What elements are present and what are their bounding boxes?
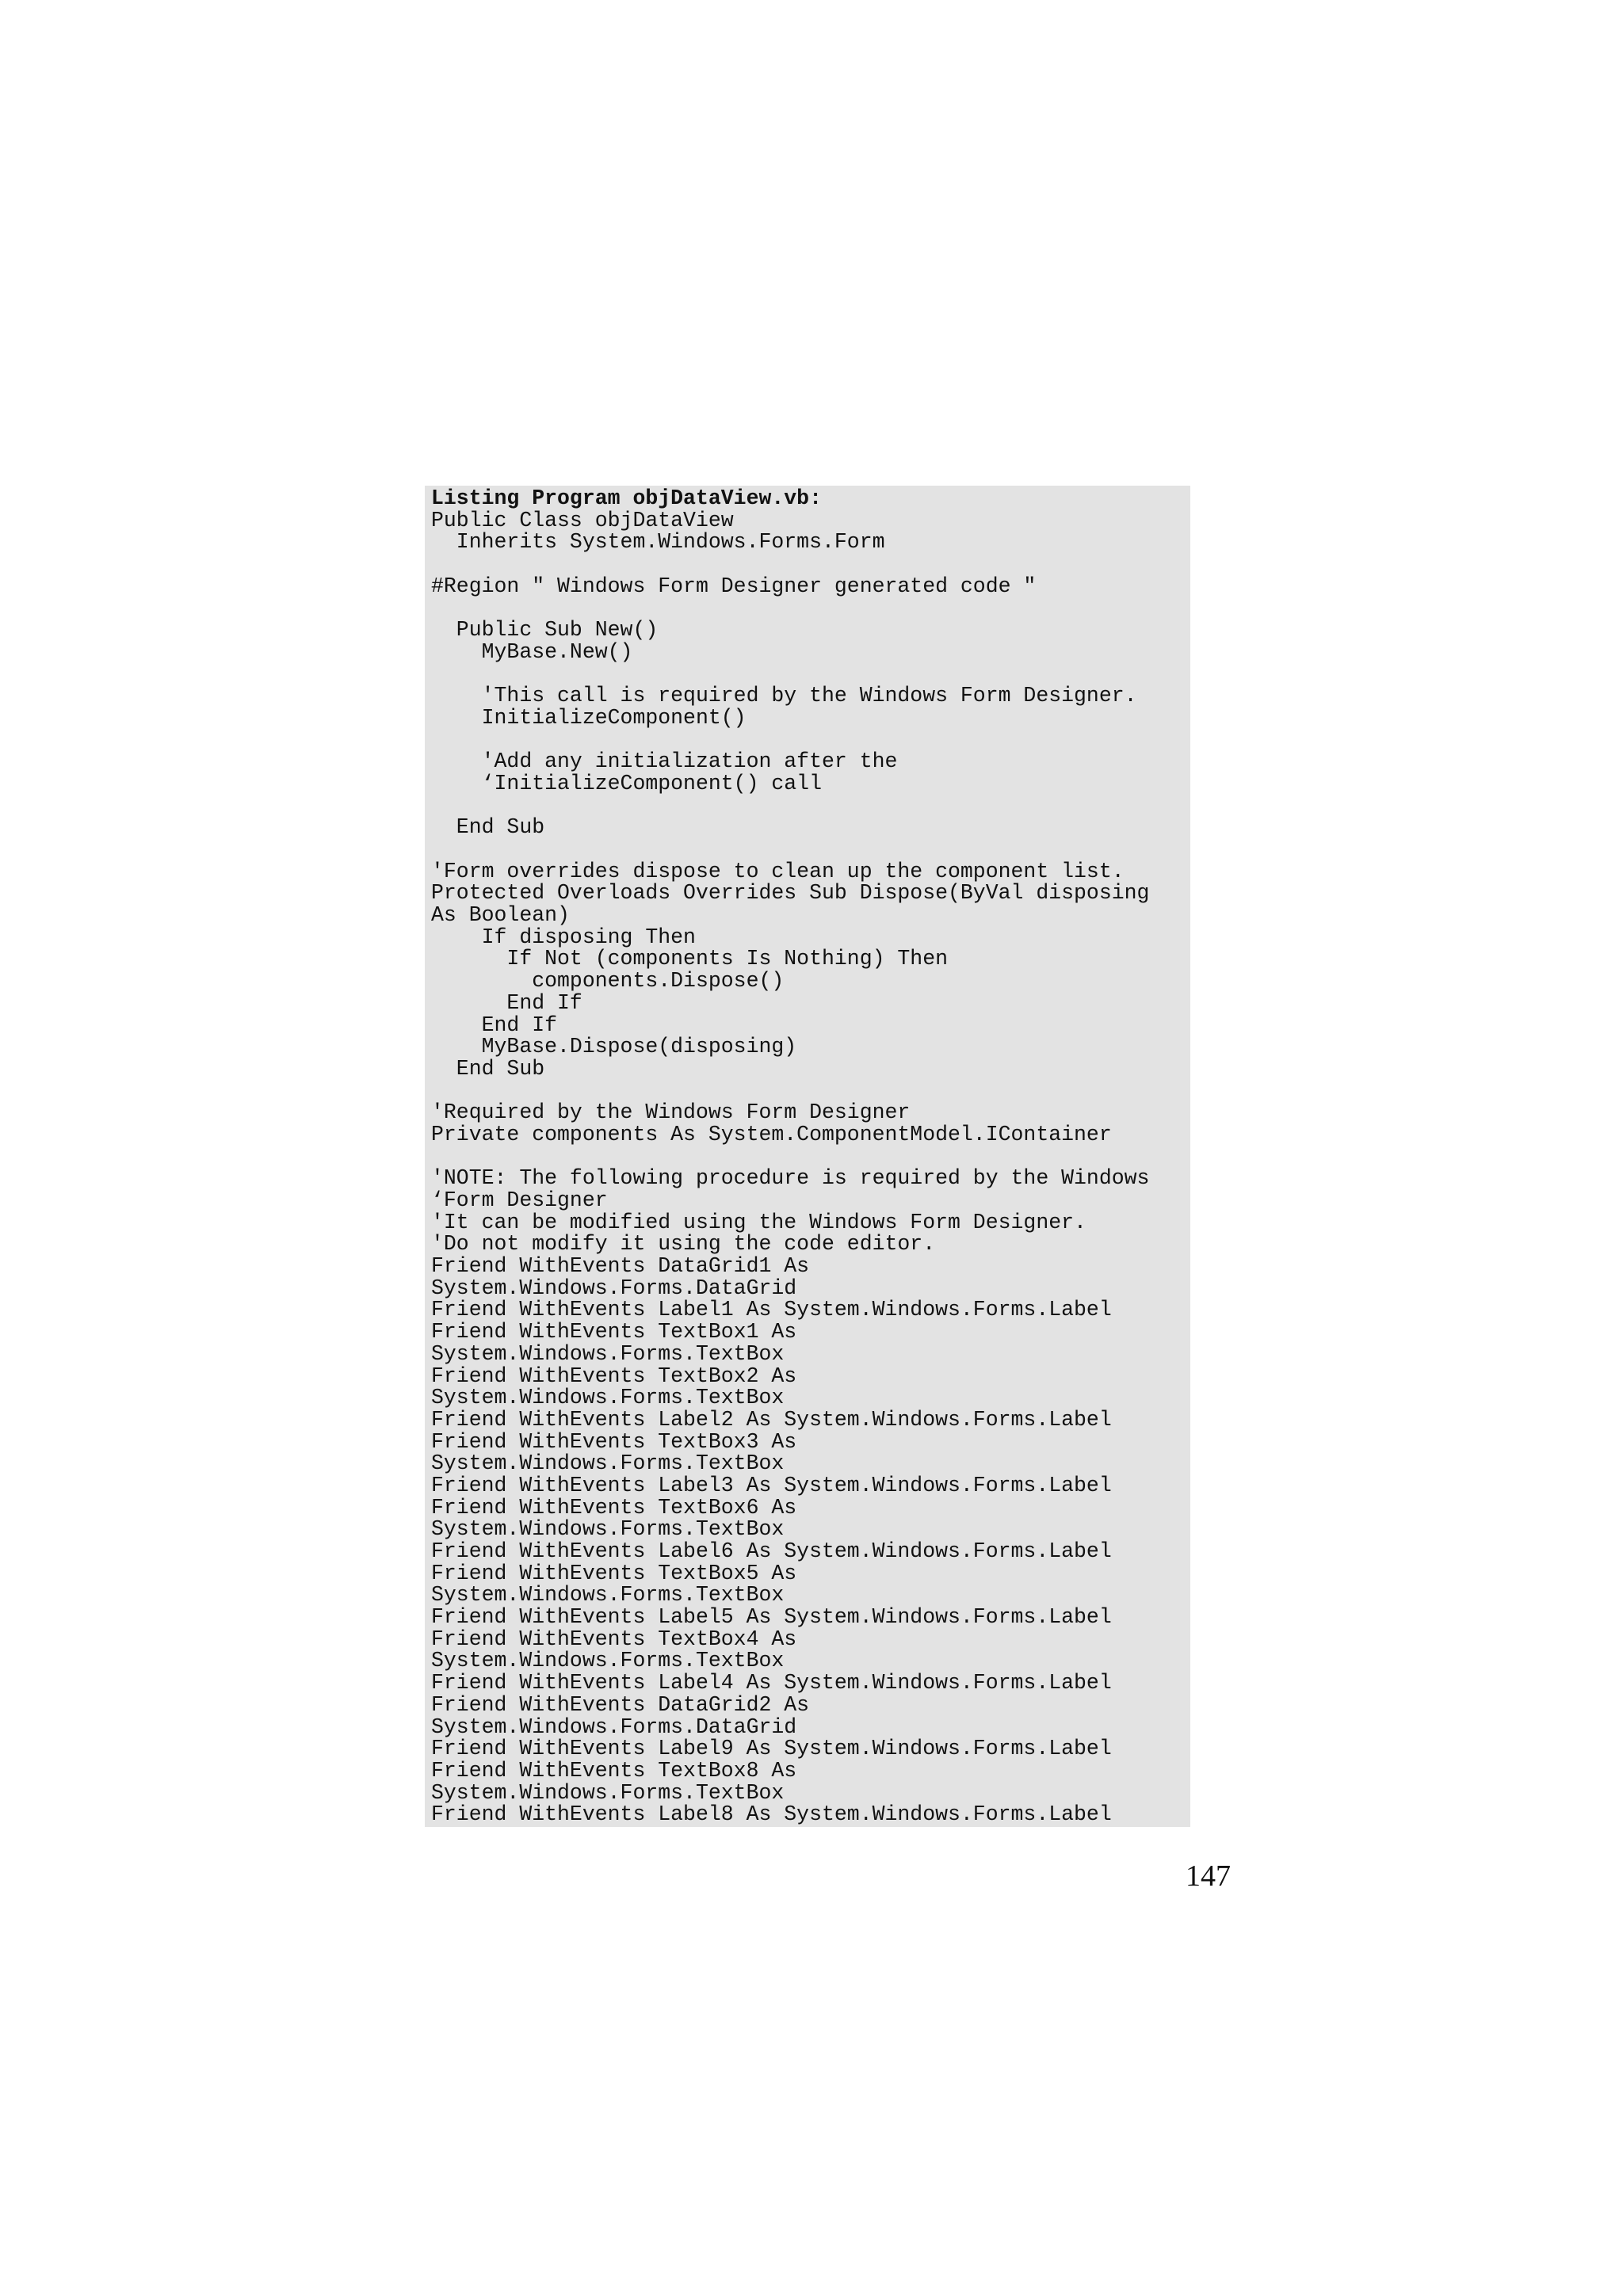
code-line: [431, 597, 1190, 620]
code-line: #Region " Windows Form Designer generated code ": [431, 574, 1037, 598]
code-line: Friend WithEvents TextBox1 As: [431, 1320, 797, 1344]
code-line: Friend WithEvents TextBox3 As: [431, 1429, 797, 1454]
code-line: Public Sub New(): [431, 618, 659, 643]
code-line: Friend WithEvents TextBox8 As: [431, 1758, 797, 1783]
code-line: System.Windows.Forms.TextBox: [431, 1649, 785, 1673]
code-line: End If: [431, 990, 582, 1015]
code-line: ‘InitializeComponent() call: [431, 771, 822, 795]
code-line: Friend WithEvents DataGrid1 As: [431, 1254, 810, 1279]
code-line: System.Windows.Forms.TextBox: [431, 1780, 785, 1805]
code-line: System.Windows.Forms.TextBox: [431, 1386, 785, 1410]
code-line: System.Windows.Forms.TextBox: [431, 1451, 785, 1476]
code-line: System.Windows.Forms.TextBox: [431, 1517, 785, 1542]
code-line: [431, 554, 1190, 576]
code-line: Friend WithEvents DataGrid2 As: [431, 1692, 810, 1717]
code-lines: [431, 510, 1190, 1826]
code-line: Protected Overloads Overrides Sub Dispose(ByVal disposing: [431, 881, 1150, 906]
code-line: Public Class objDataView: [431, 508, 734, 532]
code-line: 'Add any initialization after the: [431, 749, 898, 774]
code-line: Friend WithEvents TextBox6 As: [431, 1495, 797, 1520]
code-line: 'This call is required by the Windows Form Designer.: [431, 684, 1137, 708]
code-line: 'NOTE: The following procedure is required by the Windows: [431, 1166, 1150, 1191]
code-line: components.Dispose(): [431, 969, 785, 994]
code-line: Private components As System.ComponentModel.IContainer: [431, 1122, 1112, 1146]
code-line: System.Windows.Forms.TextBox: [431, 1341, 785, 1366]
code-line: Friend WithEvents Label3 As System.Windows.Forms.Label: [431, 1473, 1112, 1497]
code-line: System.Windows.Forms.TextBox: [431, 1583, 785, 1608]
code-line: 'It can be modified using the Windows Form Designer.: [431, 1210, 1086, 1234]
listing-title: Listing Program objDataView.vb:: [431, 486, 822, 510]
code-line: System.Windows.Forms.DataGrid: [431, 1276, 797, 1300]
code-line: Friend WithEvents Label4 As System.Windows.Forms.Label: [431, 1671, 1112, 1695]
code-line: Friend WithEvents TextBox5 As: [431, 1561, 797, 1585]
code-line: Friend WithEvents Label1 As System.Windows.Forms.Label: [431, 1298, 1112, 1322]
code-line: If Not (components Is Nothing) Then: [431, 947, 949, 971]
code-line: End If: [431, 1013, 558, 1037]
code-line: End Sub: [431, 1056, 545, 1081]
code-line: 'Required by the Windows Form Designer: [431, 1100, 911, 1125]
page-number: 147: [1186, 1859, 1231, 1893]
code-line: Friend WithEvents Label2 As System.Windows.Forms.Label: [431, 1407, 1112, 1432]
code-line: Friend WithEvents TextBox4 As: [431, 1627, 797, 1651]
code-line: If disposing Then: [431, 925, 696, 949]
code-line: Inherits System.Windows.Forms.Form: [431, 530, 885, 555]
code-line: [431, 1146, 1190, 1169]
code-line: MyBase.Dispose(disposing): [431, 1035, 797, 1059]
code-line: End Sub: [431, 815, 545, 840]
code-line: InitializeComponent(): [431, 705, 747, 730]
code-line: Friend WithEvents Label9 As System.Windows.Forms.Label: [431, 1737, 1112, 1761]
code-line: ‘Form Designer: [431, 1188, 608, 1212]
code-line: Friend WithEvents TextBox2 As: [431, 1363, 797, 1388]
code-line: 'Do not modify it using the code editor.: [431, 1232, 936, 1257]
code-line: 'Form overrides dispose to clean up the component list.: [431, 859, 1125, 883]
code-line: [431, 730, 1190, 752]
code-line: Friend WithEvents Label6 As System.Windows.Forms.Label: [431, 1539, 1112, 1563]
code-line: [431, 839, 1190, 861]
code-line: [431, 1081, 1190, 1103]
code-line: MyBase.New(): [431, 639, 633, 664]
code-line: Friend WithEvents Label5 As System.Windows.Forms.Label: [431, 1605, 1112, 1630]
code-line: [431, 664, 1190, 686]
code-line: [431, 795, 1190, 818]
code-line: System.Windows.Forms.DataGrid: [431, 1714, 797, 1739]
code-line: As Boolean): [431, 903, 570, 928]
code-listing: [425, 486, 1190, 1827]
code-line: Friend WithEvents Label8 As System.Windows.Forms.Label: [431, 1802, 1112, 1827]
